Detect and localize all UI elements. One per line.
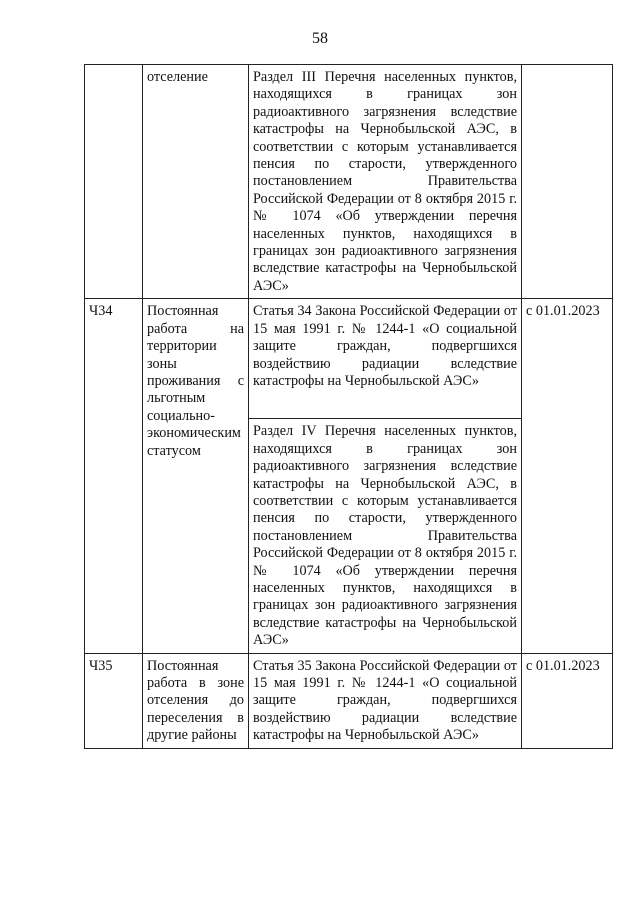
page-number: 58 bbox=[312, 30, 328, 47]
document-table bbox=[84, 64, 613, 749]
row-description: Постоянная работа на территории зоны проживания с льготным социально-экономическим статусом bbox=[143, 299, 249, 653]
row-basis: Статья 34 Закона Российской Федерации от 15 мая 1991 г. № 1244-1 «О социальной защите граждан, подвергшихся воздействию радиации вследствие катастрофы на Чернобыльской АЭС» bbox=[249, 299, 522, 419]
row-code: Ч34 bbox=[85, 299, 143, 653]
row-description: отселение bbox=[143, 65, 249, 299]
row-date: с 01.01.2023 bbox=[522, 299, 613, 653]
row-code: Ч35 bbox=[85, 653, 143, 748]
row-code bbox=[85, 65, 143, 299]
row-basis: Раздел III Перечня населенных пунктов, находящихся в границах зон радиоактивного загрязнения вследствие катастрофы на Чернобыльской АЭС, в соответствии с которым устанавливается пенсия по старости, утвержденного постановлением Правительства Российской Федерации от 8 октября 2015 г. № 1074 «Об утверждении перечня населенных пунктов, находящихся в границах зон радиоактивного загрязнения вследствие катастрофы на Чернобыльской АЭС» bbox=[249, 65, 522, 299]
row-date bbox=[522, 65, 613, 299]
table-row bbox=[85, 65, 613, 299]
row-basis: Статья 35 Закона Российской Федерации от 15 мая 1991 г. № 1244-1 «О социальной защите граждан, подвергшихся воздействию радиации вследствие катастрофы на Чернобыльской АЭС» bbox=[249, 653, 522, 748]
row-date: с 01.01.2023 bbox=[522, 653, 613, 748]
row-basis: Раздел IV Перечня населенных пунктов, находящихся в границах зон радиоактивного загрязнения вследствие катастрофы на Чернобыльской АЭС, в соответствии с которым устанавливается пенсия по старости, утвержденного постановлением Правительства Российской Федерации от 8 октября 2015 г. № 1074 «Об утверждении перечня населенных пунктов, находящихся в границах зон радиоактивного загрязнения вследствие катастрофы на Чернобыльской АЭС» bbox=[249, 419, 522, 653]
row-description: Постоянная работа в зоне отселения до переселения в другие районы bbox=[143, 653, 249, 748]
table-row bbox=[85, 653, 613, 748]
table-row bbox=[85, 299, 613, 419]
